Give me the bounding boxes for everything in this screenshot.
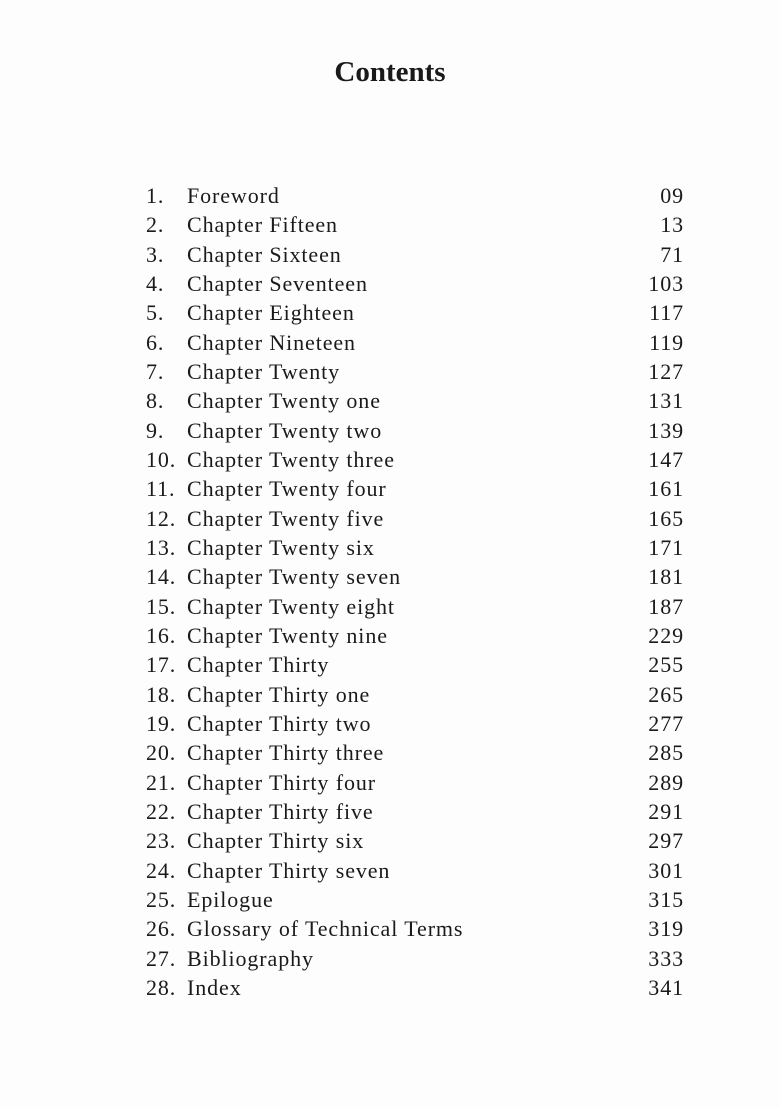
entry-title: Foreword [187,183,280,208]
entry-number: 2. [146,212,165,238]
entry-page-number: 139 [648,417,684,443]
toc-entry [146,357,684,386]
toc-entry [146,504,684,533]
toc-entry [146,768,684,797]
entry-title: Chapter Twenty five [187,505,385,531]
toc-entry [146,650,684,679]
entry-number: 15. [146,593,177,619]
entry-title: Chapter Thirty five [187,798,374,824]
entry-number: 13. [146,534,177,560]
toc-entry [146,944,684,973]
entry-title: Chapter Thirty three [187,740,385,766]
entry-page-number: 119 [649,329,684,355]
entry-number: 23. [146,828,177,854]
toc-entry [146,797,684,826]
toc-entry [146,709,684,738]
entry-title: Chapter Twenty two [187,417,383,443]
entry-number: 17. [146,652,177,678]
entry-number: 21. [146,769,177,795]
entry-page-number: 181 [648,564,684,590]
entry-number: 14. [146,564,177,590]
entry-number: 16. [146,622,177,648]
entry-title: Chapter Thirty one [187,681,371,707]
entry-title: Chapter Twenty [187,358,341,384]
entry-title: Chapter Thirty six [187,828,365,854]
toc-entry [146,181,684,210]
entry-page-number: 277 [648,710,684,736]
entry-page-number: 265 [648,681,684,707]
entry-page-number: 09 [660,183,684,208]
toc-entry [146,474,684,503]
entry-page-number: 127 [648,358,684,384]
entry-number: 6. [146,329,165,355]
entry-title: Chapter Twenty one [187,388,381,414]
toc-entry [146,738,684,767]
toc-entry [146,621,684,650]
entry-page-number: 161 [648,476,684,502]
toc-entry [146,562,684,591]
toc-entry [146,416,684,445]
entry-page-number: 13 [660,212,684,238]
entry-page-number: 187 [648,593,684,619]
entry-title: Chapter Thirty seven [187,857,391,883]
table-of-contents [146,181,684,1002]
entry-number: 20. [146,740,177,766]
entry-page-number: 291 [648,798,684,824]
toc-entry [146,386,684,415]
entry-number: 8. [146,388,165,414]
entry-page-number: 285 [648,740,684,766]
entry-number: 19. [146,710,177,736]
entry-number: 22. [146,798,177,824]
entry-number: 28. [146,974,177,1000]
entry-number: 27. [146,945,177,971]
entry-page-number: 103 [648,270,684,296]
entry-number: 1. [146,183,165,208]
entry-page-number: 71 [660,241,684,267]
entry-title: Index [187,974,242,1000]
entry-number: 25. [146,886,177,912]
entry-title: Chapter Twenty eight [187,593,395,619]
toc-entry [146,210,684,239]
entry-title: Chapter Thirty [187,652,330,678]
toc-entry [146,328,684,357]
entry-title: Chapter Nineteen [187,329,356,355]
entry-page-number: 131 [648,388,684,414]
toc-entry [146,885,684,914]
entry-title: Chapter Thirty four [187,769,376,795]
entry-title: Chapter Twenty three [187,446,395,472]
entry-title: Chapter Twenty four [187,476,387,502]
entry-title: Chapter Twenty seven [187,564,402,590]
entry-number: 12. [146,505,177,531]
entry-page-number: 171 [648,534,684,560]
toc-entry [146,445,684,474]
entry-page-number: 255 [648,652,684,678]
toc-entry [146,856,684,885]
entry-page-number: 117 [649,300,684,326]
entry-title: Chapter Seventeen [187,270,368,296]
entry-title: Chapter Twenty nine [187,622,388,648]
toc-entry [146,592,684,621]
toc-entry [146,240,684,269]
entry-title: Bibliography [187,945,314,971]
entry-number: 5. [146,300,165,326]
page-title: Contents [334,56,446,88]
entry-number: 4. [146,270,165,296]
entry-page-number: 297 [648,828,684,854]
toc-entry [146,298,684,327]
toc-entry [146,826,684,855]
entry-number: 10. [146,446,177,472]
entry-number: 11. [146,476,176,502]
entry-number: 3. [146,241,165,267]
entry-page-number: 315 [648,886,684,912]
entry-page-number: 147 [648,446,684,472]
entry-page-number: 165 [648,505,684,531]
entry-number: 18. [146,681,177,707]
entry-title: Chapter Sixteen [187,241,342,267]
toc-entry [146,914,684,943]
entry-number: 24. [146,857,177,883]
entry-number: 26. [146,916,177,942]
entry-page-number: 289 [648,769,684,795]
entry-title: Chapter Thirty two [187,710,372,736]
entry-number: 9. [146,417,165,443]
entry-title: Chapter Twenty six [187,534,375,560]
toc-entry [146,973,684,1002]
toc-entry [146,680,684,709]
entry-title: Chapter Eighteen [187,300,355,326]
entry-page-number: 229 [648,622,684,648]
entry-page-number: 319 [648,916,684,942]
entry-page-number: 301 [648,857,684,883]
entry-number: 7. [146,358,165,384]
entry-title: Chapter Fifteen [187,212,338,238]
toc-entry [146,269,684,298]
entry-title: Epilogue [187,886,274,912]
toc-entry [146,533,684,562]
entry-page-number: 333 [648,945,684,971]
entry-page-number: 341 [648,974,684,1000]
entry-title: Glossary of Technical Terms [187,916,464,942]
